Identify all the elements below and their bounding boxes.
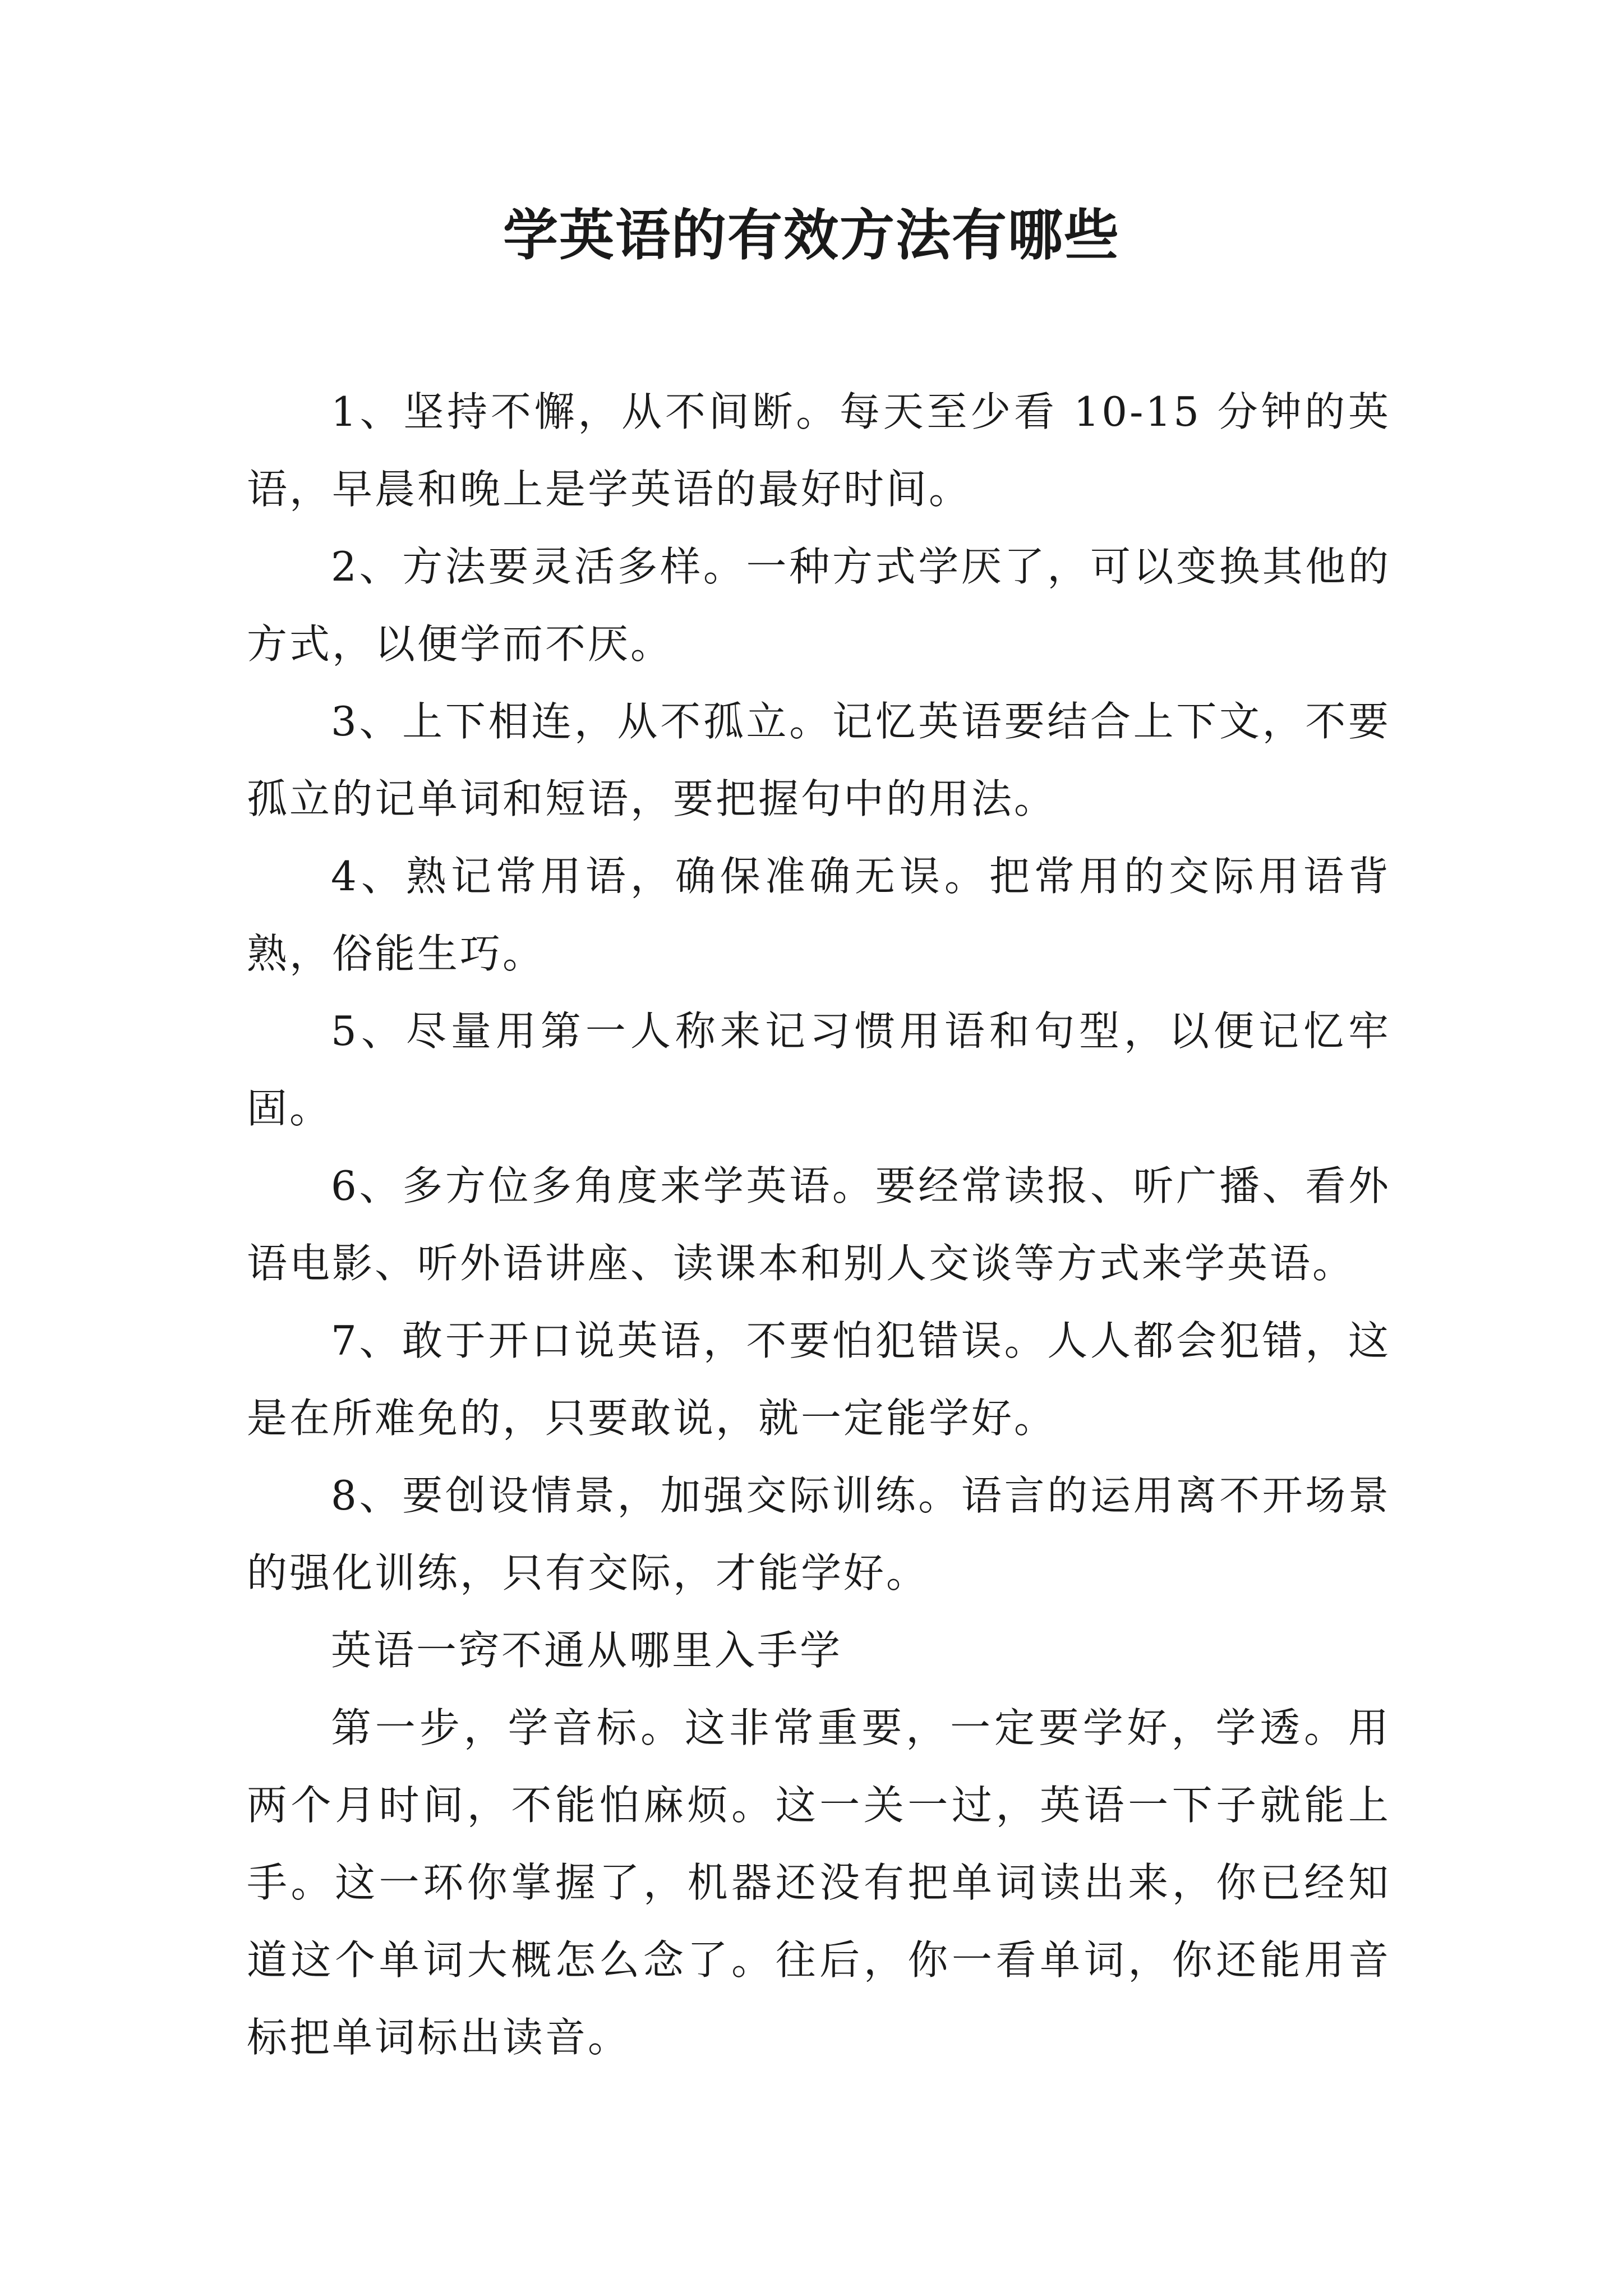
paragraph-tip-1: 1、坚持不懈，从不间断。每天至少看 10-15 分钟的英语，早晨和晚上是学英语的最好时间。 <box>247 388 1391 513</box>
paragraph-tip-5: 5、尽量用第一人称来记习惯用语和句型，以便记忆牢固。 <box>247 1007 1391 1132</box>
paragraph-step-1: 第一步，学音标。这非常重要，一定要学好，学透。用两个月时间，不能怕麻烦。这一关一过，英语一下子就能上手。这一环你掌握了，机器还没有把单词读出来，你已经知道这个单词大概怎么念了。往后，你一看单词，你还能用音标把单词标出读音。 <box>247 1704 1391 2061</box>
section-heading: 英语一窍不通从哪里入手学 <box>331 1627 843 1674</box>
document-body <box>247 373 1391 2076</box>
paragraph-tip-4: 4、熟记常用语，确保准确无误。把常用的交际用语背熟，俗能生巧。 <box>247 853 1391 977</box>
paragraph-tip-3: 3、上下相连，从不孤立。记忆英语要结合上下文，不要孤立的记单词和短语，要把握句中的用法。 <box>247 698 1391 822</box>
paragraph-tip-2: 2、方法要灵活多样。一种方式学厌了，可以变换其他的方式，以便学而不厌。 <box>247 543 1391 668</box>
document-title: 学英语的有效方法有哪些 <box>502 203 1120 268</box>
paragraph-tip-8: 8、要创设情景，加强交际训练。语言的运用离不开场景的强化训练，只有交际，才能学好。 <box>247 1472 1391 1596</box>
paragraph-tip-6: 6、多方位多角度来学英语。要经常读报、听广播、看外语电影、听外语讲座、读课本和别人交谈等方式来学英语。 <box>247 1162 1391 1287</box>
paragraph-tip-7: 7、敢于开口说英语，不要怕犯错误。人人都会犯错，这是在所难免的，只要敢说，就一定能学好。 <box>247 1317 1391 1442</box>
